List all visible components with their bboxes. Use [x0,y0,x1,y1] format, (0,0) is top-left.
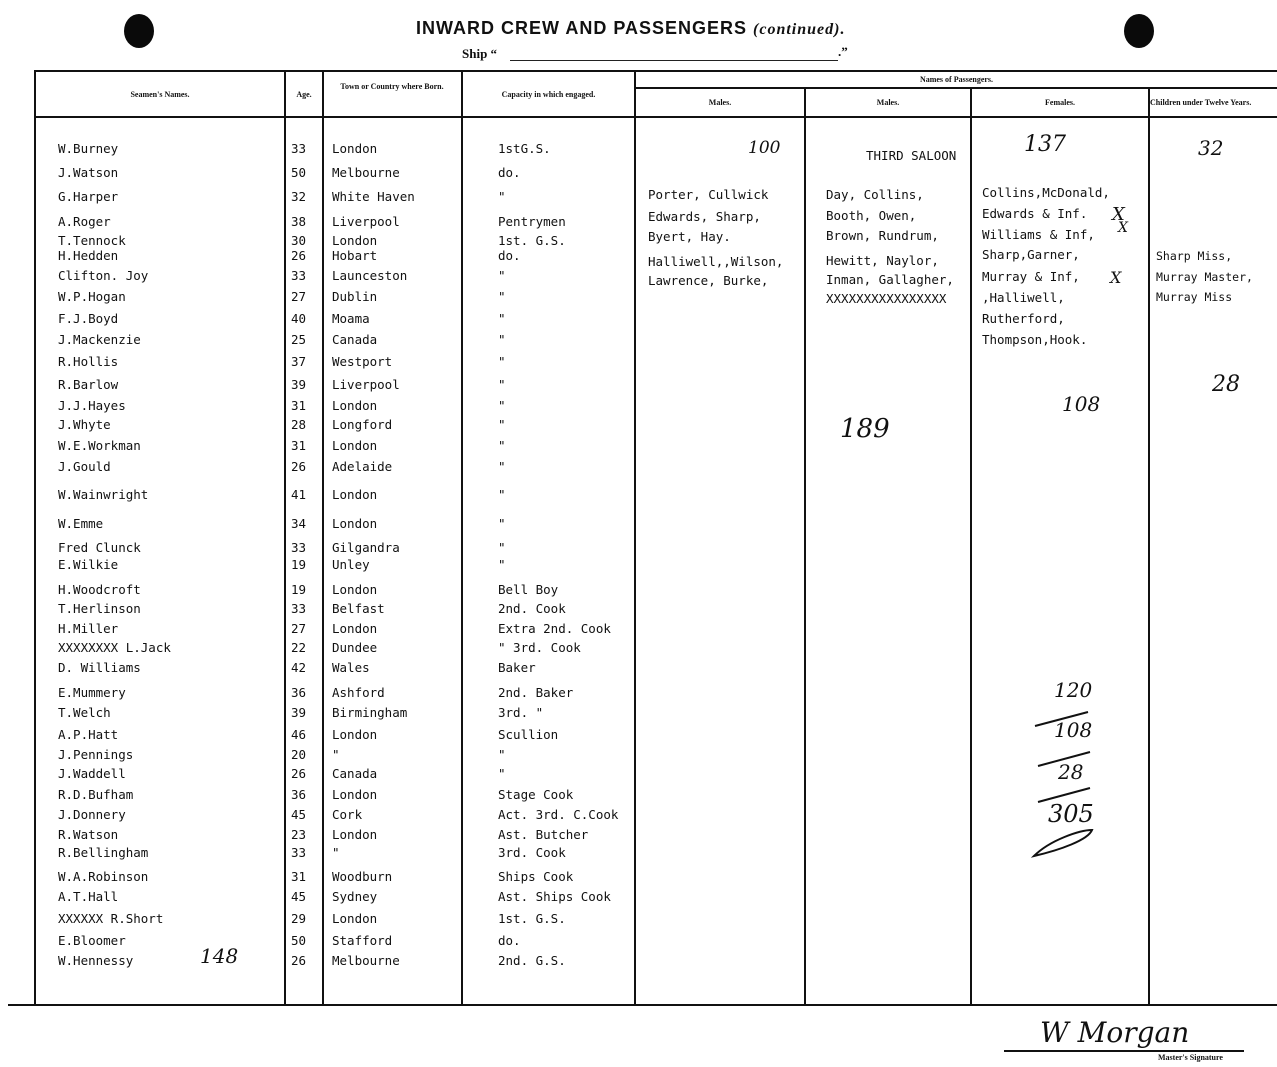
tally-2: 108 [1054,718,1093,742]
ship-label: Ship “ [462,46,498,61]
col-rule-children [1148,87,1150,1006]
punch-hole-right [1124,14,1154,48]
header-age: Age. [296,90,312,99]
crew-town: Launceston [332,268,408,283]
crew-name: F.J.Boyd [58,311,119,326]
col-rule-capacity [461,70,463,1006]
male-passenger: Lawrence, Burke, [648,273,769,288]
males1-count: 100 [748,138,781,158]
crew-age: 31 [291,398,307,413]
crew-age: 23 [291,827,307,842]
crew-capacity: Bell Boy [498,582,559,597]
crew-capacity: " [498,417,506,432]
crew-capacity: 1stG.S. [498,141,551,156]
female-passenger: Murray & Inf, [982,269,1080,284]
crew-capacity: Stage Cook [498,787,574,802]
crew-town: London [332,827,378,842]
female-passenger: Williams & Inf, [982,227,1095,242]
crew-capacity: do. [498,933,521,948]
col-rule-passengers [634,70,636,1006]
male-passenger: Halliwell,,Wilson, [648,254,784,269]
female-passenger: Thompson,Hook. [982,332,1088,347]
crew-name: R.Barlow [58,377,119,392]
crew-capacity: Pentrymen [498,214,566,229]
crew-age: 19 [291,582,307,597]
crew-capacity: " [498,189,506,204]
crew-town: Canada [332,332,378,347]
crew-name: E.Mummery [58,685,126,700]
crew-name: J.Donnery [58,807,126,822]
crew-age: 50 [291,933,307,948]
header-passengers: Names of Passengers. [919,75,994,84]
header-town: Town or Country where Born. [340,82,444,91]
crew-capacity: Act. 3rd. C.Cook [498,807,619,822]
crew-age: 45 [291,889,307,904]
title-text: INWARD CREW AND PASSENGERS [416,18,748,38]
ship-close: .” [838,44,848,59]
crew-town: Gilgandra [332,540,400,555]
crew-age: 20 [291,747,307,762]
crew-town: Dublin [332,289,378,304]
tally-3: 28 [1058,760,1084,784]
crew-name: E.Wilkie [58,557,119,572]
crew-capacity: Ast. Ships Cook [498,889,611,904]
crew-name: H.Miller [58,621,119,636]
crew-age: 50 [291,165,307,180]
crew-age: 26 [291,766,307,781]
tally-strokes [1030,690,1100,860]
male-passenger: Inman, Gallagher, [826,272,954,287]
crew-name: A.P.Hatt [58,727,119,742]
crew-capacity: 2nd. Baker [498,685,574,700]
crew-capacity: do. [498,248,521,263]
crew-count: 148 [200,944,239,968]
crew-name: H.Hedden [58,248,119,263]
crew-name: R.Watson [58,827,119,842]
child-passenger: Murray Master, [1156,270,1253,284]
crew-capacity: " [498,516,506,531]
male-passenger: Brown, Rundrum, [826,228,939,243]
crew-town: London [332,398,378,413]
children-count-mid: 28 [1212,372,1240,397]
header-females: Females. [1045,98,1075,107]
crew-capacity: 3rd. Cook [498,845,566,860]
crew-town: " [332,845,340,860]
male-passenger: XXXXXXXXXXXXXXXX [826,291,947,306]
crew-town: Wales [332,660,370,675]
crew-capacity: " [498,332,506,347]
crew-age: 33 [291,141,307,156]
crew-capacity: Baker [498,660,536,675]
male-passenger: Byert, Hay. [648,229,731,244]
crew-town: Cork [332,807,363,822]
crew-age: 27 [291,289,307,304]
crew-capacity: " [498,377,506,392]
crew-town: London [332,516,378,531]
crew-name: XXXXXXXX L.Jack [58,640,171,655]
crew-age: 39 [291,705,307,720]
crew-name: W.A.Robinson [58,869,149,884]
crew-town: Stafford [332,933,393,948]
female-passenger: Collins,McDonald, [982,185,1110,200]
crew-capacity: do. [498,165,521,180]
crew-town: Adelaide [332,459,393,474]
mark-x-1: X [1112,204,1125,225]
crew-name: XXXXXX R.Short [58,911,164,926]
crew-name: W.Burney [58,141,119,156]
crew-capacity: " [498,459,506,474]
crew-town: Birmingham [332,705,408,720]
crew-age: 46 [291,727,307,742]
crew-name: W.Hennessy [58,953,134,968]
crew-name: A.Roger [58,214,111,229]
crew-capacity: " [498,557,506,572]
crew-name: G.Harper [58,189,119,204]
crew-age: 40 [291,311,307,326]
crew-town: Melbourne [332,165,400,180]
crew-name: W.Wainwright [58,487,149,502]
crew-age: 34 [291,516,307,531]
crew-age: 30 [291,233,307,248]
crew-age: 33 [291,601,307,616]
crew-name: J.Waddell [58,766,126,781]
signature-label: Master's Signature [1158,1053,1223,1062]
crew-name: A.T.Hall [58,889,119,904]
crew-capacity: " [498,438,506,453]
punch-hole-left [124,14,154,48]
crew-capacity: 1st. G.S. [498,911,566,926]
crew-age: 36 [291,685,307,700]
crew-town: London [332,582,378,597]
crew-name: J.Whyte [58,417,111,432]
crew-capacity: Scullion [498,727,559,742]
female-passenger: Edwards & Inf. [982,206,1088,221]
crew-capacity: " [498,487,506,502]
crew-name: Clifton. Joy [58,268,149,283]
crew-town: Melbourne [332,953,400,968]
crew-age: 33 [291,845,307,860]
crew-capacity: " [498,311,506,326]
crew-town: Unley [332,557,370,572]
crew-town: Sydney [332,889,378,904]
crew-town: Hobart [332,248,378,263]
crew-name: T.Tennock [58,233,126,248]
crew-age: 26 [291,248,307,263]
crew-town: Dundee [332,640,378,655]
crew-name: J.Watson [58,165,119,180]
crew-name: H.Woodcroft [58,582,141,597]
crew-town: Ashford [332,685,385,700]
crew-town: Moama [332,311,370,326]
crew-capacity: " [498,398,506,413]
crew-capacity: " [498,747,506,762]
col-rule-age [284,70,286,1006]
crew-capacity: " [498,354,506,369]
crew-age: 25 [291,332,307,347]
header-bottom-rule [34,116,1277,118]
signature-line [1004,1050,1244,1052]
crew-age: 22 [291,640,307,655]
crew-name: J.Gould [58,459,111,474]
crew-town: " [332,747,340,762]
crew-town: London [332,787,378,802]
crew-town: London [332,141,378,156]
table-top-rule [34,70,1277,72]
passengers-header-rule [636,87,1277,89]
ship-name-field [510,38,838,61]
crew-age: 38 [291,214,307,229]
crew-age: 42 [291,660,307,675]
header-capacity: Capacity in which engaged. [501,90,596,99]
crew-town: London [332,438,378,453]
crew-town: London [332,911,378,926]
female-passenger: Rutherford, [982,311,1065,326]
crew-capacity: " [498,766,506,781]
header-children: Children under Twelve Years. [1150,98,1252,107]
males2-count: 189 [840,414,890,444]
male-passenger: Porter, Cullwick [648,187,769,202]
crew-age: 36 [291,787,307,802]
crew-capacity: 3rd. " [498,705,544,720]
crew-town: White Haven [332,189,415,204]
crew-age: 41 [291,487,307,502]
crew-name: R.D.Bufham [58,787,134,802]
child-passenger: Murray Miss [1156,290,1233,304]
crew-age: 37 [291,354,307,369]
crew-town: London [332,727,378,742]
crew-name: J.J.Hayes [58,398,126,413]
crew-town: London [332,233,378,248]
crew-town: Woodburn [332,869,393,884]
crew-name: Fred Clunck [58,540,141,555]
master-signature: W Morgan [1040,1016,1190,1049]
third-saloon-label: THIRD SALOON [866,148,957,163]
crew-capacity: " 3rd. Cook [498,640,581,655]
crew-town: Liverpool [332,214,400,229]
crew-name: D. Williams [58,660,141,675]
crew-age: 26 [291,953,307,968]
crew-name: R.Hollis [58,354,119,369]
female-passenger: Sharp,Garner, [982,247,1080,262]
crew-town: Westport [332,354,393,369]
crew-town: London [332,487,378,502]
crew-name: E.Bloomer [58,933,126,948]
crew-age: 29 [291,911,307,926]
crew-capacity: 2nd. G.S. [498,953,566,968]
crew-town: London [332,621,378,636]
male-passenger: Edwards, Sharp, [648,209,761,224]
females-count-top: 137 [1024,132,1066,157]
crew-capacity: Ast. Butcher [498,827,589,842]
male-passenger: Day, Collins, [826,187,924,202]
crew-age: 31 [291,869,307,884]
crew-town: Longford [332,417,393,432]
crew-age: 33 [291,540,307,555]
crew-name: T.Welch [58,705,111,720]
crew-capacity: " [498,289,506,304]
children-count-top: 32 [1198,136,1224,160]
col-rule-females [970,87,972,1006]
header-seamen-names: Seamen's Names. [130,90,190,99]
tally-total: 305 [1048,800,1094,828]
crew-age: 19 [291,557,307,572]
col-rule-town [322,70,324,1006]
crew-age: 45 [291,807,307,822]
females-count-mid: 108 [1062,392,1101,416]
child-passenger: Sharp Miss, [1156,249,1233,263]
table-bottom-rule [8,1004,1277,1006]
header-males-2: Males. [876,98,900,107]
mark-x-2: X [1118,220,1128,236]
title-suffix: (continued). [753,21,846,38]
male-passenger: Booth, Owen, [826,208,917,223]
crew-capacity: " [498,268,506,283]
crew-name: W.P.Hogan [58,289,126,304]
male-passenger: Hewitt, Naylor, [826,253,939,268]
header-males-1: Males. [708,98,732,107]
crew-capacity: 2nd. Cook [498,601,566,616]
crew-age: 39 [291,377,307,392]
mark-x-3: X [1110,268,1122,287]
crew-age: 26 [291,459,307,474]
crew-name: W.E.Workman [58,438,141,453]
crew-name: R.Bellingham [58,845,149,860]
crew-name: J.Pennings [58,747,134,762]
crew-town: Canada [332,766,378,781]
crew-age: 28 [291,417,307,432]
crew-age: 32 [291,189,307,204]
crew-town: Liverpool [332,377,400,392]
crew-age: 31 [291,438,307,453]
crew-age: 27 [291,621,307,636]
page-title [416,18,845,39]
crew-capacity: Extra 2nd. Cook [498,621,611,636]
crew-capacity: Ships Cook [498,869,574,884]
col-rule-left [34,70,36,1006]
col-rule-males2 [804,87,806,1006]
crew-age: 33 [291,268,307,283]
tally-1: 120 [1054,678,1093,702]
crew-name: T.Herlinson [58,601,141,616]
crew-name: W.Emme [58,516,104,531]
crew-capacity: 1st. G.S. [498,233,566,248]
crew-town: Belfast [332,601,385,616]
crew-name: J.Mackenzie [58,332,141,347]
crew-capacity: " [498,540,506,555]
female-passenger: ,Halliwell, [982,290,1065,305]
